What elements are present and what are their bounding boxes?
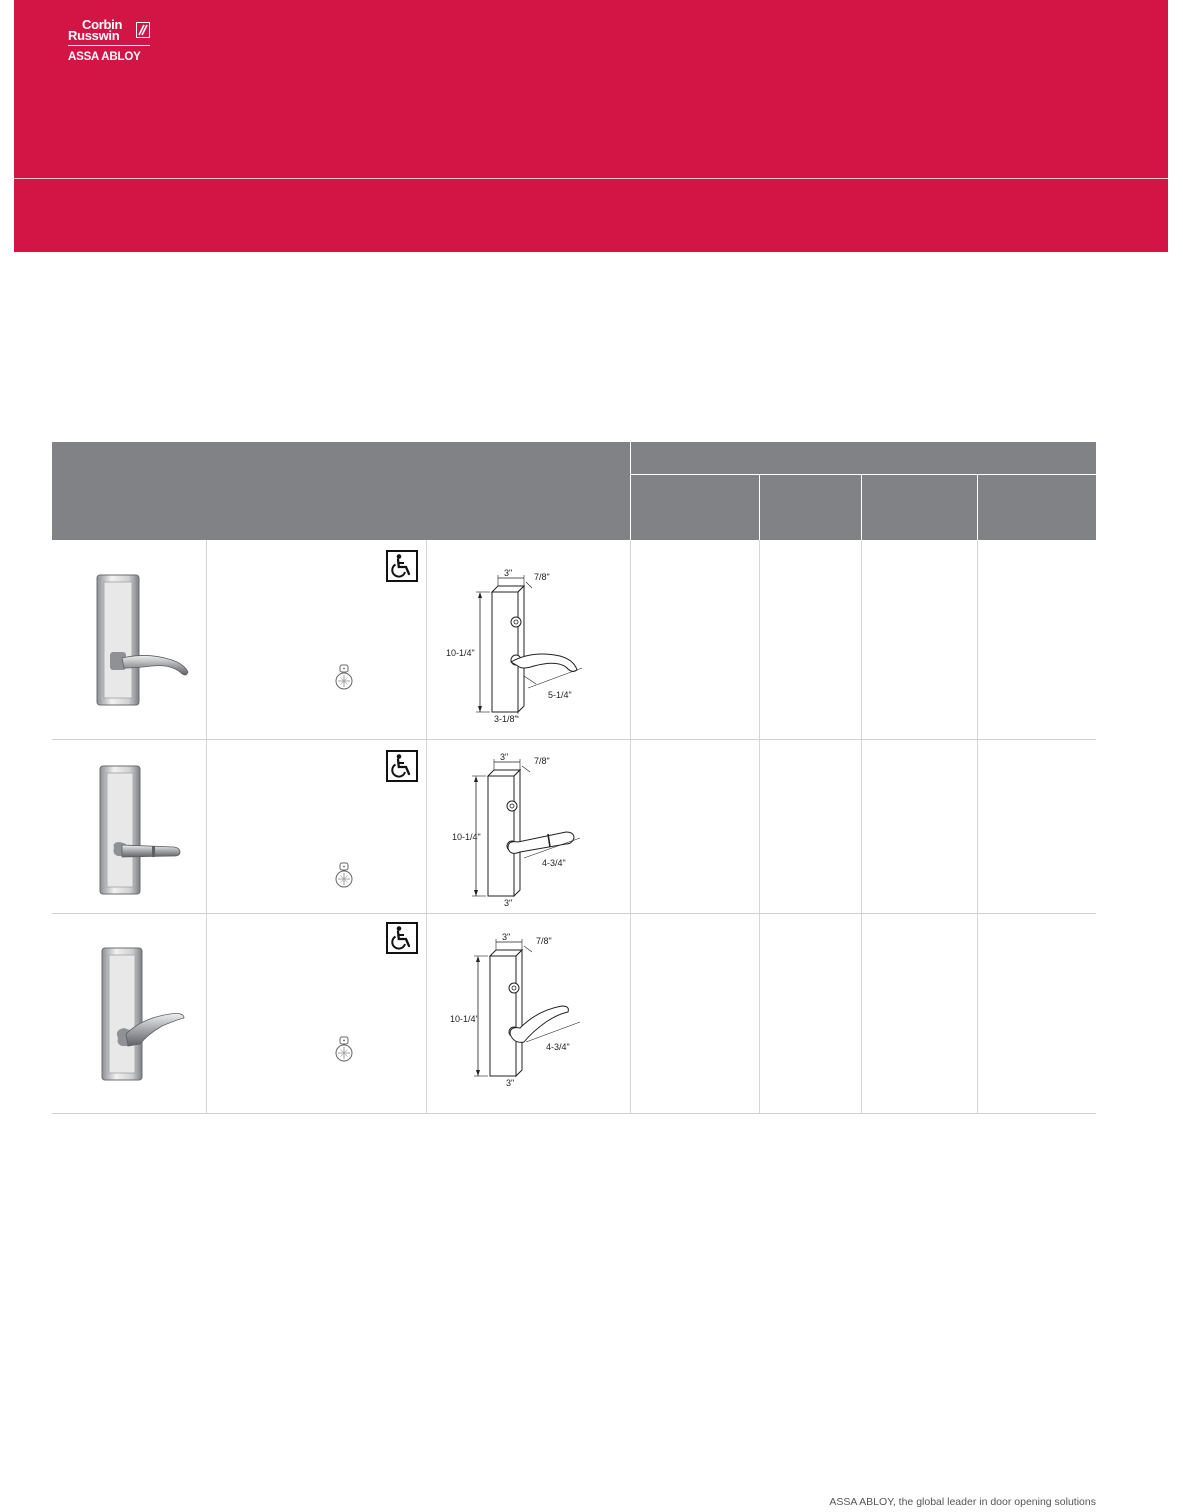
rose-trim-icon (334, 1036, 354, 1064)
row-divider (52, 1113, 1096, 1114)
dimension-label: 7/8" (534, 572, 550, 582)
dimension-label: 4-3/4" (542, 858, 566, 868)
dimension-label: 3-1/8" (494, 714, 518, 724)
dimension-label: 7/8" (536, 936, 552, 946)
dimension-label: 10-1/4" (446, 648, 475, 658)
wheelchair-icon (386, 550, 418, 582)
header-subdivider (631, 474, 1096, 475)
dimension-label: 3" (506, 1078, 515, 1088)
table-header (52, 442, 1096, 540)
rose-trim-icon (334, 664, 354, 692)
dimension-label: 3" (500, 752, 509, 762)
logo-parent-brand: ASSA ABLOY (68, 51, 141, 63)
dimension-label: 3" (504, 898, 513, 908)
logo-name-line1: Corbin (82, 17, 123, 32)
wheelchair-icon (386, 922, 418, 954)
brand-logo[interactable] (66, 18, 156, 66)
dimension-label: 4-3/4" (546, 1042, 570, 1052)
footer-tagline: ASSA ABLOY, the global leader in door opening solutions (829, 1496, 1096, 1508)
table-row (52, 540, 1096, 740)
wheelchair-icon (386, 750, 418, 782)
product-table (52, 442, 1096, 1114)
table-row (52, 914, 1096, 1114)
dimension-label: 10-1/4" (452, 832, 481, 842)
product-photo (52, 560, 206, 720)
header-subcolumn-divider (861, 475, 862, 540)
dimension-label: 3" (504, 568, 513, 578)
header-divider (630, 442, 631, 540)
banner-divider (14, 178, 1168, 179)
header-banner (14, 0, 1168, 252)
dimension-drawing (452, 752, 602, 908)
dimension-label: 3" (502, 932, 511, 942)
dimension-drawing (450, 932, 602, 1092)
header-subcolumn-divider (977, 475, 978, 540)
dimension-drawing (446, 568, 602, 724)
dimension-label: 5-1/4" (548, 690, 572, 700)
dimension-label: 10-1/4" (450, 1014, 479, 1024)
product-photo (52, 756, 206, 906)
logo-name-line2: Russwin (68, 28, 120, 43)
logo-mark-icon (136, 22, 150, 38)
product-photo (52, 934, 206, 1094)
dimension-label: 7/8" (534, 756, 550, 766)
header-subcolumn-divider (759, 475, 760, 540)
table-row (52, 740, 1096, 914)
rose-trim-icon (334, 862, 354, 890)
logo-divider (68, 45, 150, 46)
